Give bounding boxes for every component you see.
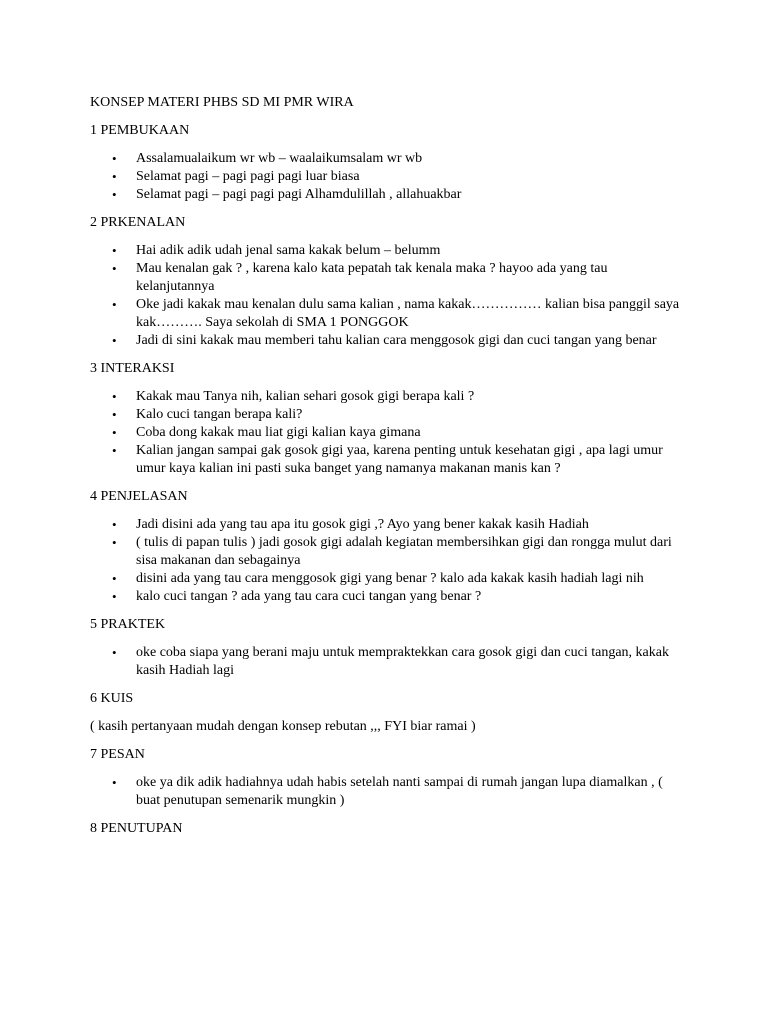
list-item-text: ( tulis di papan tulis ) jadi gosok gigi adalah kegiatan membersihkan gigi dan rongga mulut dari sisa makanan dan sebagainya [136, 535, 672, 568]
bullet-icon: • [112, 517, 117, 532]
bullet-icon: • [112, 571, 117, 586]
bullet-list [90, 774, 680, 810]
bullet-icon: • [112, 775, 117, 790]
section-heading: 6 KUIS [90, 691, 134, 706]
list-item [90, 388, 680, 406]
bullet-icon: • [112, 535, 117, 550]
list-item-text: Kalian jangan sampai gak gosok gigi yaa, karena penting untuk kesehatan gigi , apa lagi umur umur kaya kalian ini pasti suka banget yang namanya makanan manis kan ? [136, 443, 663, 476]
list-item [90, 588, 680, 606]
bullet-icon: • [112, 589, 117, 604]
section-heading: 1 PEMBUKAAN [90, 123, 190, 138]
document-body [90, 94, 680, 848]
section-paragraph: ( kasih pertanyaan mudah dengan konsep rebutan ,,, FYI biar ramai ) [90, 719, 476, 734]
list-item-text: Assalamualaikum wr wb – waalaikumsalam wr wb [136, 151, 423, 166]
bullet-list [90, 388, 680, 478]
bullet-icon: • [112, 333, 117, 348]
bullet-icon: • [112, 645, 117, 660]
list-item-text: Coba dong kakak mau liat gigi kalian kaya gimana [136, 425, 421, 440]
list-item-text: Kalo cuci tangan berapa kali? [136, 407, 303, 422]
document-title: KONSEP MATERI PHBS SD MI PMR WIRA [90, 95, 354, 110]
section-heading: 2 PRKENALAN [90, 215, 186, 230]
list-item [90, 424, 680, 442]
bullet-list [90, 516, 680, 606]
section-heading: 4 PENJELASAN [90, 489, 188, 504]
section-heading: 5 PRAKTEK [90, 617, 166, 632]
bullet-icon: • [112, 187, 117, 202]
list-item-text: kalo cuci tangan ? ada yang tau cara cuci tangan yang benar ? [136, 589, 482, 604]
list-item [90, 168, 680, 186]
list-item-text: oke coba siapa yang berani maju untuk mempraktekkan cara gosok gigi dan cuci tangan, kakak kasih Hadiah lagi [136, 645, 669, 678]
list-item [90, 534, 680, 570]
bullet-icon: • [112, 169, 117, 184]
list-item [90, 296, 680, 332]
section-heading: 8 PENUTUPAN [90, 821, 183, 836]
list-item [90, 442, 680, 478]
list-item-text: Jadi disini ada yang tau apa itu gosok gigi ,? Ayo yang bener kakak kasih Hadiah [136, 517, 589, 532]
list-item-text: Selamat pagi – pagi pagi pagi luar biasa [136, 169, 360, 184]
list-item [90, 332, 680, 350]
list-item [90, 570, 680, 588]
bullet-list [90, 242, 680, 350]
list-item [90, 644, 680, 680]
bullet-icon: • [112, 389, 117, 404]
list-item [90, 406, 680, 424]
list-item-text: Mau kenalan gak ? , karena kalo kata pepatah tak kenala maka ? hayoo ada yang tau kelanjutannya [136, 261, 608, 294]
list-item [90, 516, 680, 534]
list-item-text: oke ya dik adik hadiahnya udah habis setelah nanti sampai di rumah jangan lupa diamalkan , ( buat penutupan semenarik mungkin ) [136, 775, 663, 808]
section-heading: 3 INTERAKSI [90, 361, 175, 376]
bullet-icon: • [112, 407, 117, 422]
bullet-icon: • [112, 243, 117, 258]
bullet-icon: • [112, 425, 117, 440]
list-item-text: Kakak mau Tanya nih, kalian sehari gosok gigi berapa kali ? [136, 389, 475, 404]
list-item [90, 150, 680, 168]
list-item-text: Selamat pagi – pagi pagi pagi Alhamdulillah , allahuakbar [136, 187, 462, 202]
bullet-icon: • [112, 297, 117, 312]
bullet-icon: • [112, 443, 117, 458]
list-item-text: Oke jadi kakak mau kenalan dulu sama kalian , nama kakak…………… kalian bisa panggil saya kak………. Saya sekolah di SMA 1 PONGGOK [136, 297, 680, 330]
bullet-list [90, 644, 680, 680]
bullet-icon: • [112, 151, 117, 166]
list-item [90, 260, 680, 296]
list-item [90, 774, 680, 810]
list-item-text: disini ada yang tau cara menggosok gigi yang benar ? kalo ada kakak kasih hadiah lagi nih [136, 571, 644, 586]
list-item [90, 242, 680, 260]
bullet-icon: • [112, 261, 117, 276]
list-item-text: Jadi di sini kakak mau memberi tahu kalian cara menggosok gigi dan cuci tangan yang benar [136, 333, 657, 348]
section-heading: 7 PESAN [90, 747, 145, 762]
list-item [90, 186, 680, 204]
bullet-list [90, 150, 680, 204]
list-item-text: Hai adik adik udah jenal sama kakak belum – belumm [136, 243, 441, 258]
